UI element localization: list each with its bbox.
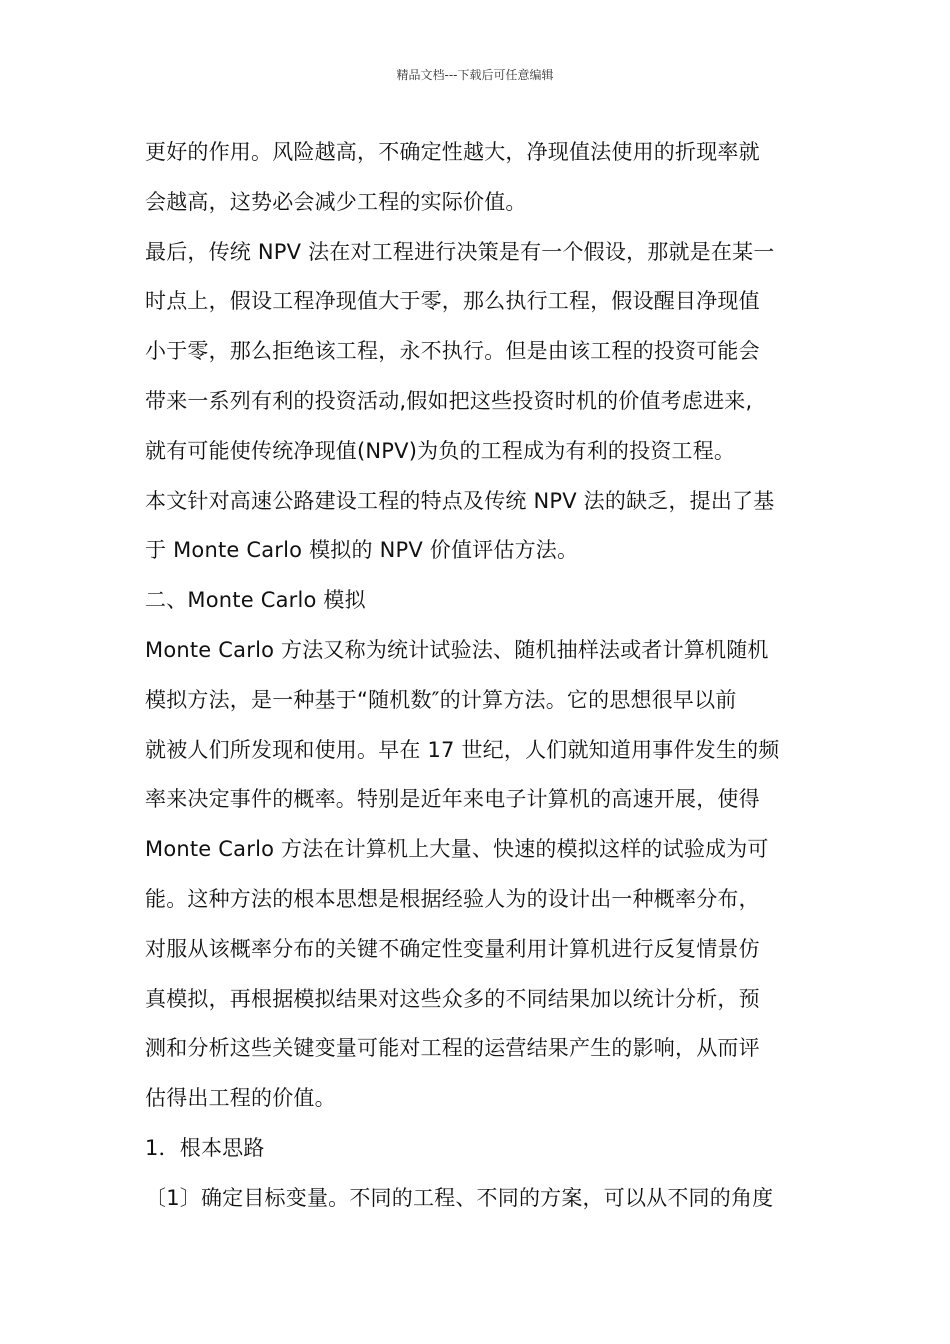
text-line: Monte Carlo 方法又称为统计试验法、随机抽样法或者计算机随机 bbox=[145, 637, 769, 662]
text-line: 更好的作用。风险越高，不确定性越大，净现值法使用的折现率就 bbox=[145, 140, 760, 164]
text-line: 率来决定事件的概率。特别是近年来电子计算机的高速开展，使得 bbox=[145, 787, 760, 812]
text-line: 测和分析这些关键变量可能对工程的运营结果产生的影响，从而评 bbox=[145, 1036, 760, 1061]
text-line: 对服从该概率分布的关键不确定性变量利用计算机进行反复情景仿 bbox=[145, 936, 760, 961]
text-line: 时点上，假设工程净现值大于零，那么执行工程，假设醒目净现值 bbox=[145, 289, 760, 314]
text-line: 带来一系列有利的投资活动,假如把这些投资时机的价值考虑进来, bbox=[145, 388, 753, 413]
text-line: 能。这种方法的根本思想是根据经验人为的设计出一种概率分布， bbox=[145, 886, 760, 911]
text-line: 〔1〕确定目标变量。不同的工程、不同的方案，可以从不同的角度 bbox=[145, 1185, 774, 1210]
text-line: 小于零，那么拒绝该工程，永不执行。但是由该工程的投资可能会 bbox=[145, 339, 760, 364]
text-line: 就被人们所发现和使用。早在 17 世纪，人们就知道用事件发生的频 bbox=[145, 737, 780, 762]
section-heading: 二、Monte Carlo 模拟 bbox=[145, 588, 366, 613]
subsection-heading: 1．根本思路 bbox=[145, 1135, 265, 1160]
text-line: 最后，传统 NPV 法在对工程进行决策是有一个假设，那就是在某一 bbox=[145, 239, 775, 264]
text-line: 会越高，这势必会减少工程的实际价值。 bbox=[145, 189, 527, 214]
text-line: 本文针对高速公路建设工程的特点及传统 NPV 法的缺乏，提出了基 bbox=[145, 488, 775, 513]
text-line: 就有可能使传统净现值(NPV)为负的工程成为有利的投资工程。 bbox=[145, 438, 736, 463]
text-line: 真模拟，再根据模拟结果对这些众多的不同结果加以统计分析，预 bbox=[145, 986, 760, 1011]
text-line: Monte Carlo 方法在计算机上大量、快速的模拟这样的试验成为可 bbox=[145, 837, 769, 862]
page-header: 精品文档---下载后可任意编辑 bbox=[396, 68, 554, 82]
text-line: 于 Monte Carlo 模拟的 NPV 价值评估方法。 bbox=[145, 538, 579, 563]
document-body bbox=[145, 128, 807, 1224]
text-line: 估得出工程的价值。 bbox=[145, 1086, 336, 1111]
text-line: 模拟方法，是一种基于“随机数″的计算方法。它的思想很早以前 bbox=[145, 687, 737, 712]
